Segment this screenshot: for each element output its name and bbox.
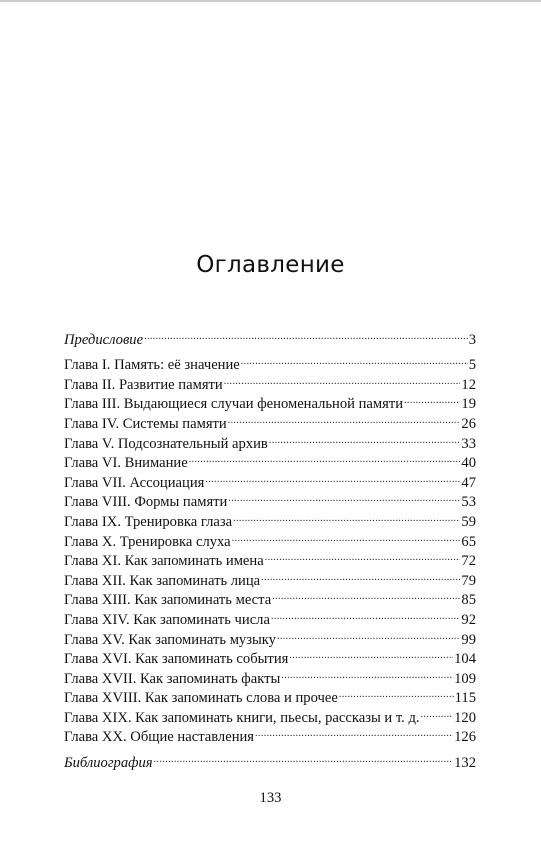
toc-entry-page: 47: [461, 474, 476, 491]
toc-entry-page: 5: [468, 357, 476, 374]
toc-entry-page: 85: [461, 592, 476, 609]
dot-leader: [233, 506, 460, 526]
toc-entry-title: Глава XIV. Как запоминать числа: [64, 611, 270, 628]
toc-entry-page: 120: [454, 709, 476, 726]
dot-leader: [269, 428, 461, 448]
dot-leader: [232, 526, 461, 546]
toc-entry-title: Предисловие: [64, 331, 144, 348]
page-title: Оглавление: [196, 252, 345, 278]
toc-entry-page: 126: [454, 729, 476, 746]
dot-leader: [265, 546, 461, 566]
toc-entry-page: 72: [461, 553, 476, 570]
toc-entry: [64, 747, 476, 772]
dot-leader: [261, 565, 460, 585]
dot-leader: [339, 683, 454, 703]
toc-entry-title: Глава X. Тренировка слуха: [64, 533, 231, 550]
toc-entry: [64, 324, 476, 348]
toc-entry-title: Глава XV. Как запоминать музыку: [64, 631, 276, 648]
toc-entry-title: Глава XIX. Как запоминать книги, пьесы, рассказы и т. д.: [64, 709, 420, 726]
toc-entry-title: Глава XII. Как запоминать лица: [64, 572, 261, 589]
dot-leader: [228, 487, 460, 507]
page-number: 133: [259, 790, 282, 806]
toc-entry-page: 40: [461, 455, 476, 472]
toc-entry-title: Глава I. Память: её значение: [64, 357, 240, 374]
dot-leader: [224, 369, 461, 389]
toc-entry-title: Глава XIII. Как запоминать места: [64, 592, 272, 609]
toc-entry-page: 132: [454, 755, 476, 772]
toc-entry-page: 33: [461, 435, 476, 452]
dot-leader: [272, 585, 460, 605]
toc-entry-page: 115: [454, 690, 476, 707]
dot-leader: [277, 624, 460, 644]
toc-entry-title: Глава XVII. Как запоминать факты: [64, 670, 281, 687]
toc-entry-page: 12: [461, 376, 476, 393]
toc-entry-page: 92: [461, 611, 476, 628]
toc-entry-page: 109: [454, 670, 476, 687]
dot-leader: [255, 722, 453, 742]
dot-leader: [144, 324, 468, 344]
dot-leader: [421, 702, 454, 722]
toc-entry-title: Глава III. Выдающиеся случаи феноменальной памяти: [64, 396, 404, 413]
dot-leader: [281, 663, 453, 683]
toc-entry-page: 99: [461, 631, 476, 648]
toc-entry-page: 53: [461, 494, 476, 511]
toc-entry-page: 79: [461, 572, 476, 589]
toc-entry-title: Глава VII. Ассоциация: [64, 474, 205, 491]
toc-entry: [64, 350, 476, 374]
dot-leader: [271, 604, 460, 624]
dot-leader: [154, 747, 454, 767]
toc-entry-title: Глава XI. Как запоминать имена: [64, 553, 264, 570]
dot-leader: [228, 408, 461, 428]
toc-entry-title: Глава VI. Внимание: [64, 455, 188, 472]
toc-entry-page: 65: [461, 533, 476, 550]
dot-leader: [289, 644, 453, 664]
toc-entry-title: Глава IX. Тренировка глаза: [64, 513, 233, 530]
toc-entry-page: 19: [461, 396, 476, 413]
table-of-contents: [64, 324, 476, 772]
toc-entry-page: 104: [454, 651, 476, 668]
top-border: [0, 0, 541, 2]
toc-entry-title: Глава XVIII. Как запоминать слова и прочее: [64, 690, 338, 707]
toc-entry-page: 26: [461, 415, 476, 432]
dot-leader: [241, 350, 468, 370]
dot-leader: [189, 448, 461, 468]
toc-entry-title: Глава XVI. Как запоминать события: [64, 651, 289, 668]
toc-entry-page: 3: [468, 331, 476, 348]
toc-entry-title: Глава VIII. Формы памяти: [64, 494, 228, 511]
toc-entry-title: Глава IV. Системы памяти: [64, 415, 227, 432]
dot-leader: [404, 389, 460, 409]
toc-entry-title: Глава II. Развитие памяти: [64, 376, 223, 393]
toc-entry-title: Глава XX. Общие наставления: [64, 729, 255, 746]
toc-entry-title: Библиография: [64, 755, 153, 772]
dot-leader: [205, 467, 460, 487]
toc-entry-page: 59: [461, 513, 476, 530]
toc-entry-title: Глава V. Подсознательный архив: [64, 435, 268, 452]
